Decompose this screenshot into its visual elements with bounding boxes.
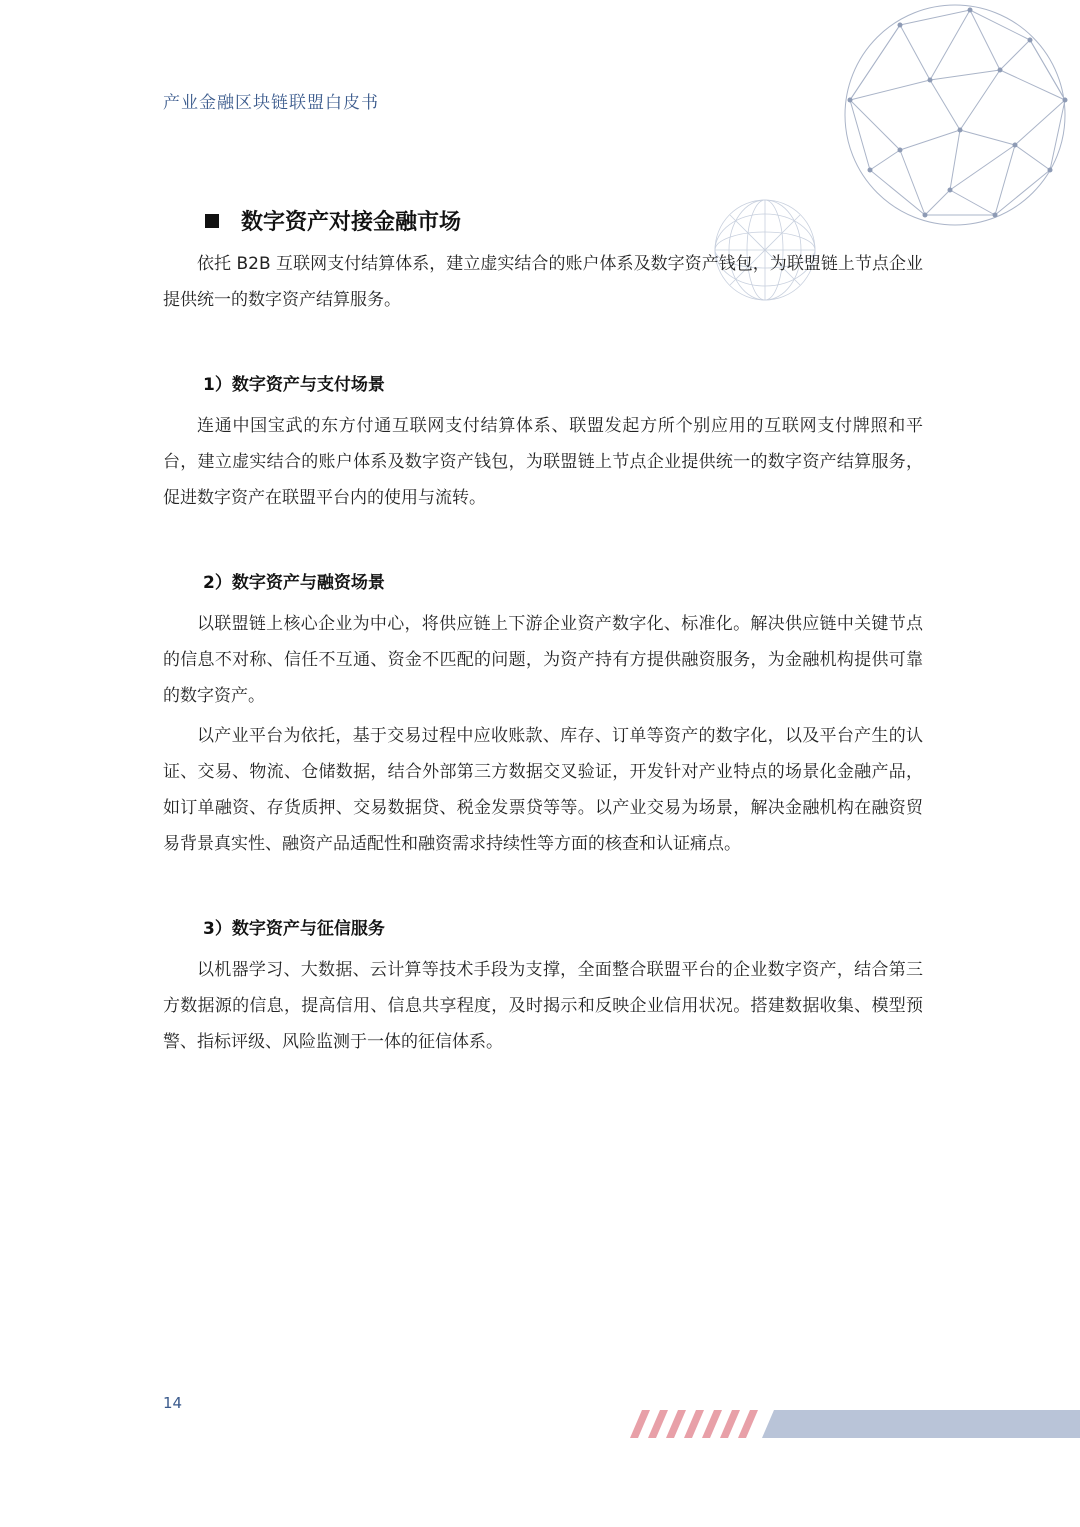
section-intro: 依托 B2B 互联网支付结算体系，建立虚实结合的账户体系及数字资产钱包，为联盟链上节点企业提供统一的数字资产结算服务。 bbox=[163, 254, 923, 310]
section-title: 数字资产对接金融市场 bbox=[241, 210, 462, 235]
section-heading bbox=[205, 205, 923, 236]
subsection-heading: 2）数字资产与融资场景 bbox=[203, 573, 385, 593]
subsection-heading: 3）数字资产与征信服务 bbox=[203, 919, 385, 939]
subsection bbox=[163, 914, 923, 1060]
paragraph: 以产业平台为依托，基于交易过程中应收账款、库存、订单等资产的数字化，以及平台产生的认证、交易、物流、仓储数据，结合外部第三方数据交叉验证，开发针对产业特点的场景化金融产品，如订单融资、存货质押、交易数据贷、税金发票贷等等。以产业交易为场景，解决金融机构在融资贸易背景真实性、融资产品适配性和融资需求持续性等方面的核查和认证痛点。 bbox=[163, 726, 923, 854]
footer-stripe-bar-decoration bbox=[620, 1410, 1080, 1438]
bullet-square-icon bbox=[205, 214, 219, 228]
subsection bbox=[163, 370, 923, 516]
paragraph: 以联盟链上核心企业为中心，将供应链上下游企业资产数字化、标准化。解决供应链中关键节点的信息不对称、信任不互通、资金不匹配的问题，为资产持有方提供融资服务，为金融机构提供可靠的数字资产。 bbox=[163, 614, 923, 706]
page-number: 14 bbox=[163, 1394, 183, 1412]
subsection-heading: 1）数字资产与支付场景 bbox=[203, 375, 385, 395]
paragraph: 连通中国宝武的东方付通互联网支付结算体系、联盟发起方所个别应用的互联网支付牌照和平台，建立虚实结合的账户体系及数字资产钱包，为联盟链上节点企业提供统一的数字资产结算服务，促进数字资产在联盟平台内的使用与流转。 bbox=[163, 416, 923, 508]
paragraph: 以机器学习、大数据、云计算等技术手段为支撑，全面整合联盟平台的企业数字资产，结合第三方数据源的信息，提高信用、信息共享程度，及时揭示和反映企业信用状况。搭建数据收集、模型预警、指标评级、风险监测于一体的征信体系。 bbox=[163, 960, 923, 1052]
network-sphere-large-decoration bbox=[830, 0, 1080, 230]
subsection bbox=[163, 568, 923, 862]
header-title: 产业金融区块链联盟白皮书 bbox=[163, 93, 379, 113]
main-content bbox=[163, 205, 923, 1060]
